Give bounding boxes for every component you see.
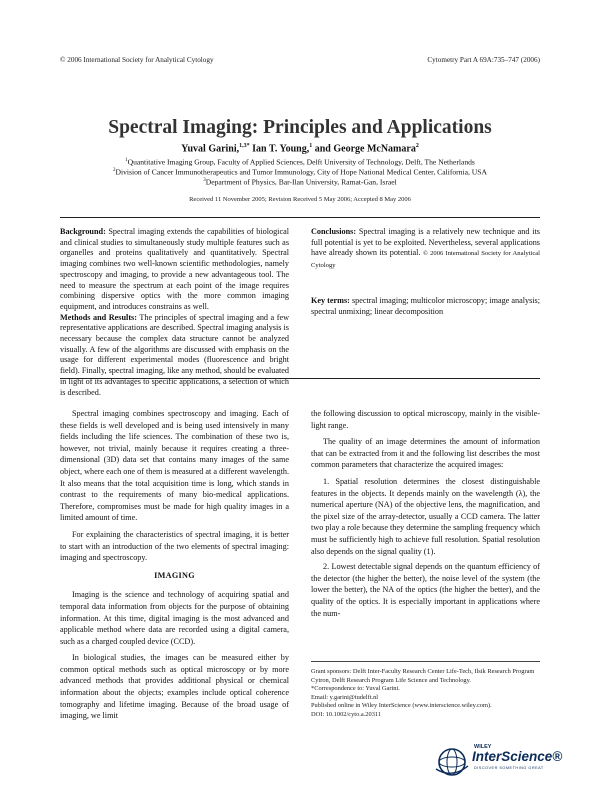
footnote: Email: y.garini@tudelft.nl — [311, 693, 379, 701]
footnote: Published online in Wiley InterScience (www.interscience.wiley.com). — [311, 702, 492, 710]
abstract-bottom-rule — [60, 378, 540, 379]
author-name: and George McNamara — [314, 143, 416, 155]
body-left-column — [60, 408, 289, 727]
list-item: 1. Spatial resolution determines the closest distinguishable features in the objects. It depends mainly on the wavelength (λ), the numerical aperture (NA) of the objective lens, the magnification, and the pixel size of the array-detector, usually a CCD camera. The latter two play a role because they determine the sampling frequency which must be sufficiently high to achieve full resolution. Spatial resolution also depends on the signal quality (1). — [311, 476, 540, 556]
affiliation-text: Division of Cancer Immunotherapeutics and Tumor Immunology, City of Hope National Medical Center, California, USA — [115, 167, 487, 177]
parameter-list — [311, 476, 540, 619]
body-paragraph: In biological studies, the images can be measured either by common optical methods such as optical microscopy or by more advanced methods that provides additional physical or chemical information about the objects; examples include optical coherence tomography and lifetime imaging. Because of the broad usage of imaging, we limit — [60, 653, 289, 721]
section-heading: IMAGING — [154, 570, 195, 580]
abstract-text: Spectral imaging extends the capabilities of biological and clinical studies to simultaneously study multiple features such as organelles and proteins qualitatively and quantitatively. Spectral imaging combines two well-known scientific methodologies, namely spectroscopy and imaging, to provide a new advantageous tool. The need to measure the spectrum at each point of the image requires combining dispersive optics with the more common imaging equipment, and introduces constrains as well. — [60, 227, 289, 311]
body-paragraph: Spectral imaging combines spectroscopy and imaging. Each of these fields is well developed and is being used intensively in many fields including the life sciences. The combination of these two is, however, not trivial, mainly because it requires creating a three-dimensional (3D) data set that contains many images of the same object, where each one of them is measured at a different wavelength. It also means that the total acquisition time is long, which stands in contrast to the requirements of many bio-medical applications. Therefore, compromises must be made for high quality images in a limited amount of time. — [60, 409, 289, 523]
footnote: *Correspondence to: Yuval Garini. — [311, 685, 400, 693]
affiliation — [0, 176, 600, 188]
paper-title: Spectral Imaging: Principles and Applications — [108, 117, 492, 138]
abstract-text: The principles of spectral imaging and a few representative applications are described. Spectral imaging analysis is necessary because the complex data structure cannot be analyzed visually. A few of the algorithms are discussed with emphasis on the usage for different experimental modes (fluorescence and bright field). Finally, spectral imaging, like any method, should be evaluated in light of its advantages to specific applications, a selection of which is described. — [60, 312, 290, 397]
footnote: DOI: 10.1002/cyto.a.20311 — [311, 710, 382, 718]
affiliation-mark: 3 — [203, 178, 206, 183]
abstract-label: Conclusions: — [311, 227, 357, 236]
author-affil-mark: 2 — [415, 143, 419, 149]
abstract-right-column — [311, 227, 540, 317]
running-header-left: © 2006 International Society for Analytical Cytology — [60, 56, 214, 64]
footnote-rule — [311, 661, 540, 662]
list-item: 2. Lowest detectable signal depends on the quantum efficiency of the detector (the higher the better), the noise level of the system (the lower the better), the NA of the optics (the higher the better), and the quality of the optics. It is especially important in applications where the num- — [311, 562, 540, 618]
globe-icon — [432, 744, 472, 780]
abstract-text: spectral imaging; multicolor microscopy; image analysis; spectral unmixing; linear decomposition — [311, 295, 541, 316]
body-paragraph: The quality of an image determines the amount of information that can be extracted from it and the following list describes the most common parameters that characterize the acquired images: — [311, 437, 540, 470]
abstract-label: Key terms: — [311, 295, 350, 305]
author-affil-mark: 1 — [309, 143, 313, 149]
affiliation-text: Department of Physics, Bar-Ilan University, Ramat-Gan, Israel — [205, 177, 397, 187]
author-name: Yuval Garini, — [181, 143, 240, 155]
abstract-left-column — [60, 227, 289, 398]
author-name: Ian T. Young, — [252, 143, 310, 155]
body-right-column — [311, 408, 540, 623]
abstract-label: Methods and Results: — [60, 312, 137, 322]
abstract-top-rule — [60, 217, 540, 218]
abstract-methods — [60, 313, 289, 399]
running-header-right: Cytometry Part A 69A:735–747 (2006) — [427, 56, 540, 64]
logo-brand-text: InterScience® — [472, 749, 563, 764]
author-list — [0, 143, 600, 154]
received-dates: Received 11 November 2005; Revision Received 5 May 2006; Accepted 8 May 2006 — [189, 196, 411, 203]
abstract-background — [60, 227, 289, 313]
body-paragraph: the following discussion to optical microscopy, mainly in the visible-light range. — [311, 409, 540, 430]
abstract-text: Spectral imaging is a relatively new technique and its full potential is yet to be exploited. Nevertheless, several applications have already shown its potential. — [311, 227, 540, 258]
abstract-copyright: © 2006 International Society for Analytical Cytology — [311, 250, 541, 270]
affiliation-text: Quantitative Imaging Group, Faculty of Applied Sciences, Delft University of Technology, Delft, The Netherlands — [127, 157, 475, 167]
footnote: Grant sponsors: Delft Inter-Faculty Research Center Life-Tech, Ilsik Research Program Cytron, Delft Research Program Life Science and Technology. — [311, 668, 535, 684]
affiliation-mark: 1 — [125, 158, 128, 163]
abstract-conclusions — [311, 227, 540, 272]
logo-wiley-text: WILEY — [474, 744, 492, 750]
abstract-label: Background: — [60, 227, 106, 236]
logo-tagline: DISCOVER SOMETHING GREAT — [474, 766, 544, 770]
author-affil-mark: 1,3* — [239, 143, 250, 149]
affiliation-mark: 2 — [113, 168, 116, 173]
interscience-logo — [432, 744, 563, 780]
footnotes — [311, 668, 540, 720]
body-paragraph: For explaining the characteristics of spectral imaging, it is better to start with an introduction of the two elements of spectral imaging: imaging and spectroscopy. — [60, 529, 289, 563]
body-paragraph: Imaging is the science and technology of acquiring spatial and temporal data information from objects for the purpose of obtaining information. At this time, digital imaging is the most advanced and applicable method where data are recorded using a digital camera, such as a charged coupled device (CCD). — [60, 590, 289, 646]
key-terms — [311, 296, 540, 317]
